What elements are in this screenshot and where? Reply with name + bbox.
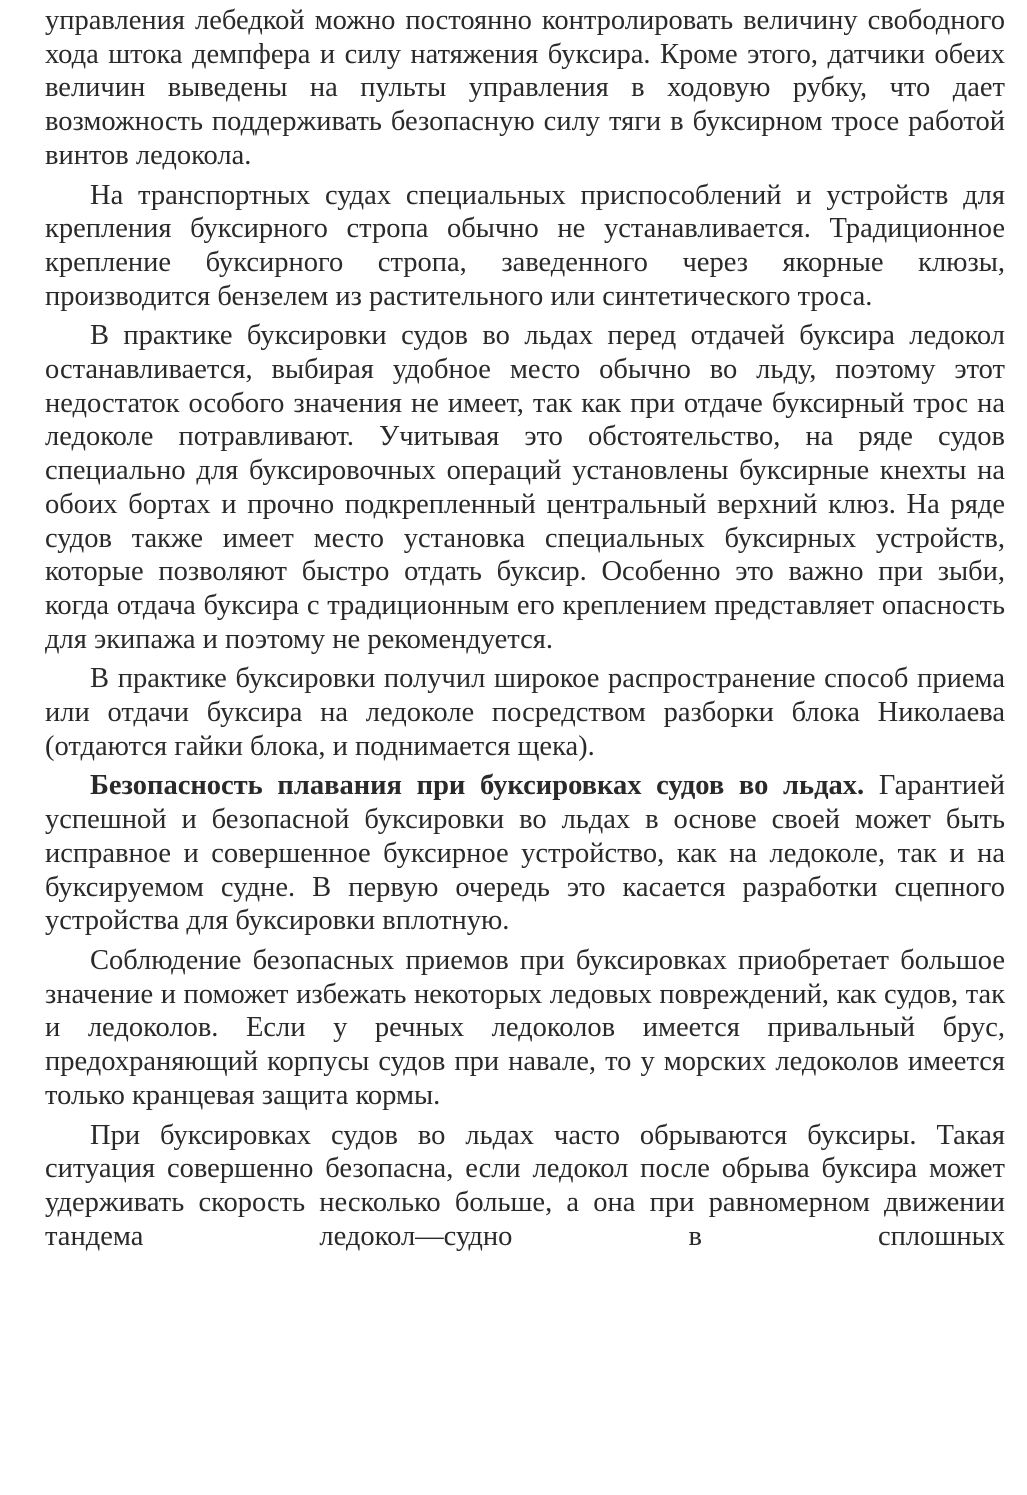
paragraph-6: Соблюдение безопасных приемов при буксировках приобретает большое значение и поможет избежать некоторых ледовых повреждений, как судов, так и ледоколов. Если у речных ледоколов имеется привальный брус, предохраняющий корпусы судов при навале, то у морских ледоколов имеется только кранцевая защита кормы. [45,944,1005,1111]
paragraph-5-text: Гарантией успешной и безопасной буксировки во льдах в основе своей может быть исправное и совершенное буксирное устройство, как на ледоколе, так и на буксируемом судне. В первую очередь это касается разработки сцепного устройства для буксировки вплотную. [45,770,1005,937]
paragraph-3: В практике буксировки судов во льдах перед отдачей буксира ледокол останавливается, выбирая удобное место обычно во льду, поэтому этот недостаток особого значения не имеет, так как при отдаче буксирный трос на ледоколе потравливают. Учитывая это обстоятельство, на ряде судов специально для буксировочных операций установлены буксирные кнехты на обоих бортах и прочно подкрепленный центральный верхний клюз. На ряде судов также имеет место установка специальных буксирных устройств, которые позволяют быстро отдать буксир. Особенно это важно при зыби, когда отдача буксира с традиционным его креплением представляет опасность для экипажа и поэтому не рекомендуется. [45,320,1005,655]
paragraph-2: На транспортных судах специальных приспособлений и устройств для крепления буксирного стропа обычно не устанавливается. Традиционное крепление буксирного стропа, заведенного через якорные клюзы, производится бензелем из растительного или синтетического троса. [45,179,1005,312]
section-heading: Безопасность плавания при буксировках судов во льдах. [90,770,865,802]
paragraph-1: управления лебедкой можно постоянно контролировать величину свободного хода штока демпфера и силу натяжения буксира. Кроме этого, датчики обеих величин выведены на пульты управления в ходовую рубку, что дает возможность поддерживать безопасную силу тяги в буксирном тросе работой винтов ледокола. [45,5,1005,171]
page-body [45,4,1005,1259]
paragraph-7: При буксировках судов во льдах часто обрываются буксиры. Такая ситуация совершенно безопасна, если ледокол после обрыва буксира может удерживать скорость несколько больше, а она при равномерном движении тандема ледокол—судно в сплошных [45,1119,1005,1252]
paragraph-5 [45,769,1005,938]
paragraph-4: В практике буксировки получил широкое распространение способ приема или отдачи буксира на ледоколе посредством разборки блока Николаева (отдаются гайки блока, и поднимается щека). [45,663,1005,762]
